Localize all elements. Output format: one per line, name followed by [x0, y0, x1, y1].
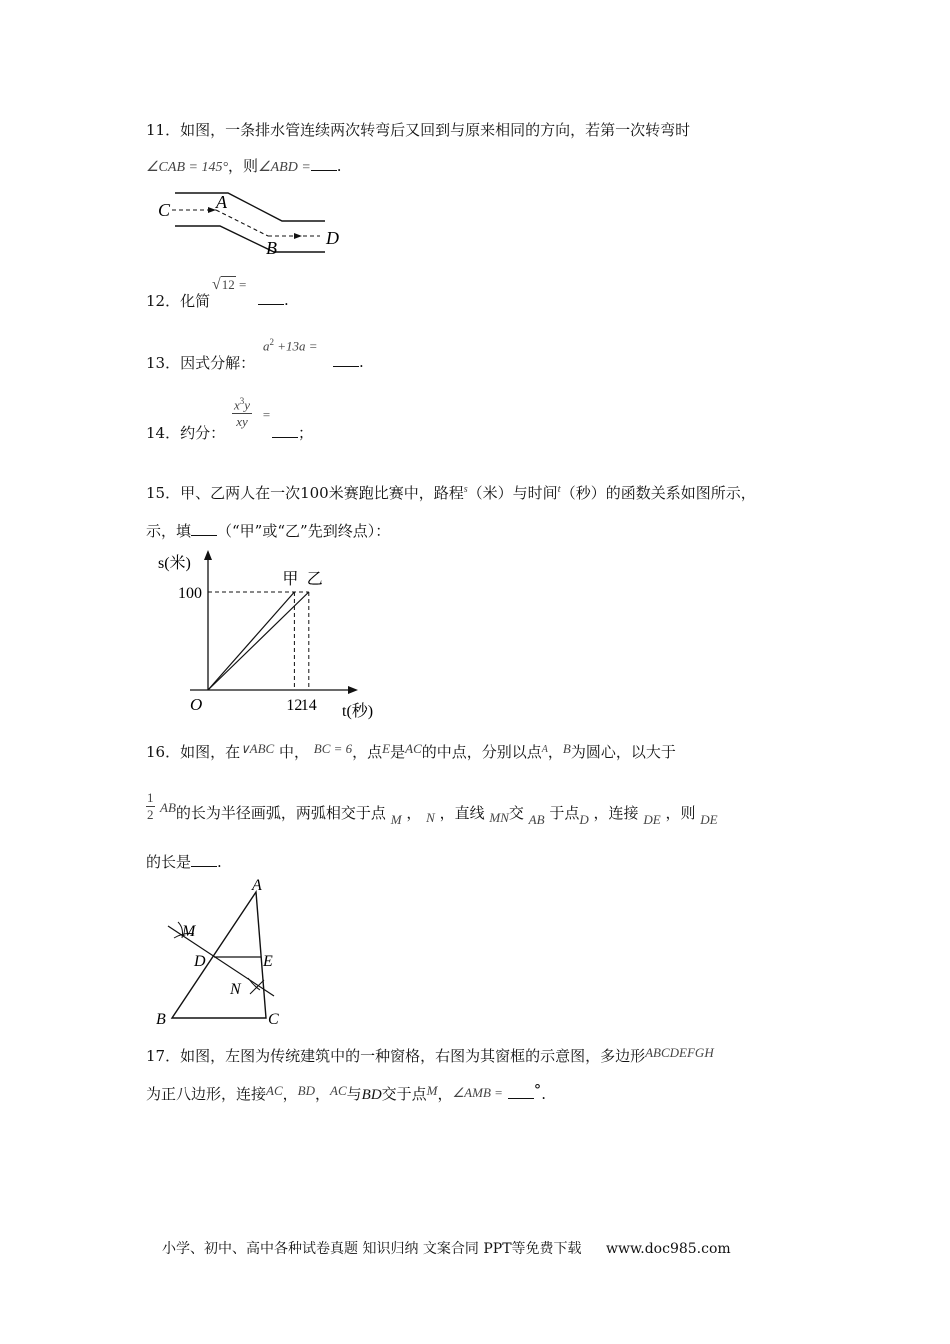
q12-text: 化简: [180, 292, 211, 310]
label-b: B: [156, 1011, 166, 1028]
q13-end: .: [359, 353, 364, 371]
q16-triangle-figure: [150, 878, 300, 1028]
q11-mid: ，则: [228, 157, 259, 175]
q16-answer-blank[interactable]: [191, 852, 217, 867]
label-n: N: [230, 981, 241, 998]
q16-line2: AB的长为半径画弧，两弧相交于点 M ， N ，直线 MN交 AB 于点D ，连接 DE ，则 DE: [160, 800, 718, 827]
q14-number: 14．: [146, 424, 181, 442]
q17-number: 17．: [146, 1047, 181, 1065]
q11-line2: [146, 155, 342, 176]
footer-url[interactable]: www.doc985.com: [605, 1241, 731, 1257]
flow-segment-ab: [216, 210, 268, 236]
arrow-icon: [294, 233, 302, 239]
pipe-lower-wall: [175, 226, 325, 252]
q14-eq: =: [262, 407, 271, 422]
q15-line2: 示，填 （“甲”或“乙”先到终点）：: [146, 522, 391, 540]
y-tick-100: 100: [178, 585, 202, 602]
label-d: D: [326, 228, 339, 248]
q13-rest: +13a =: [277, 338, 318, 354]
q16-line1: 16．如图，在∨ABC 中， BC = 6，点E是AC的中点，分别以点$^A$，B为圆心，以大于: [146, 741, 676, 761]
q15-answer-blank[interactable]: [191, 521, 217, 536]
q11-end: .: [336, 157, 342, 175]
x-axis-label: t(秒): [342, 703, 374, 720]
q16-line3: 的长是 .: [146, 853, 222, 871]
q12-radicand: 12: [221, 277, 235, 292]
q14-fraction: [232, 396, 252, 430]
q14-line: [146, 422, 225, 443]
footer-left: 小学、初中、高中各种试卷真题 知识归纳 文案合同 PPT等免费下载: [162, 1241, 582, 1257]
q14-denominator: xy: [236, 414, 248, 430]
label-a: A: [216, 192, 227, 212]
q11-answer-blank[interactable]: [311, 156, 337, 171]
q12-expression: [212, 276, 246, 294]
q14-answer-blank[interactable]: [272, 423, 298, 438]
q11-pipe-figure: [150, 188, 350, 258]
q12-number: 12．: [146, 292, 181, 310]
q14-text: 约分：: [180, 424, 226, 442]
q15-var-s: s: [463, 484, 468, 495]
x-tick-14: 14: [300, 697, 317, 714]
q15-line1: 15．甲、乙两人在一次100米赛跑比赛中，路程$^s$（米）与时间$^t$（秒）的函数关系如图所示，: [146, 483, 756, 502]
q14-answer: [272, 422, 313, 443]
q12-answer-blank[interactable]: [258, 290, 284, 305]
label-m: M: [182, 923, 196, 940]
label-d: D: [194, 953, 206, 970]
q13-line: [146, 352, 255, 373]
label-b: B: [266, 238, 277, 258]
series-line-jia: [208, 592, 294, 690]
q11-given: ∠CAB = 145°: [146, 160, 229, 175]
label-c: C: [158, 200, 171, 220]
q15-chart: [150, 548, 380, 720]
arrow-icon: [208, 207, 216, 213]
q16-number: 16．: [146, 743, 181, 761]
q13-expression: [263, 337, 318, 354]
series-line-yi: [208, 592, 309, 690]
q12-eq: =: [239, 277, 247, 292]
arc-n: [248, 978, 260, 990]
x-axis-arrow-icon: [348, 686, 358, 694]
q11-ask: ∠ABD =: [258, 160, 311, 175]
series-label-jia: 甲: [282, 571, 299, 588]
label-a: A: [252, 878, 262, 894]
pipe-upper-wall: [175, 193, 325, 221]
q13-exp: 2: [269, 337, 274, 347]
y-axis-arrow-icon: [204, 550, 212, 560]
label-e: E: [263, 953, 273, 970]
q17-line1: 17．如图，左图为传统建筑中的一种窗格，右图为其窗框的示意图，多边形ABCDEFGH: [146, 1045, 714, 1065]
label-c: C: [268, 1011, 279, 1028]
q11-text: 如图，一条排水管连续两次转弯后又回到与原来相同的方向，若第一次转弯时: [180, 121, 691, 139]
q12-end: .: [284, 291, 289, 309]
q13-base: a: [263, 338, 270, 354]
q16-half-fraction: 1 2: [147, 790, 154, 822]
q13-answer: [333, 352, 364, 371]
q11-number: 11．: [146, 121, 181, 139]
q14-numerator: $x^3y$: [234, 396, 251, 413]
series-label-yi: 乙: [306, 571, 323, 588]
q17-line2: 为正八边形，连接AC，BD，AC与BD交于点M，∠AMB = °.: [146, 1081, 546, 1103]
q11-line1: [146, 119, 690, 140]
q14-end: ；: [298, 424, 314, 442]
q13-answer-blank[interactable]: [333, 352, 359, 367]
q15-var-t: t: [557, 483, 561, 495]
q13-text: 因式分解：: [180, 354, 256, 372]
q13-number: 13．: [146, 354, 181, 372]
origin-label: O: [190, 695, 203, 714]
x-tick-12: 12: [286, 697, 303, 714]
q12-answer: [258, 290, 289, 309]
sqrt-icon: √: [212, 276, 221, 293]
q15-number: 15．: [146, 484, 181, 502]
triangle-abc: [172, 892, 266, 1018]
footer: [162, 1238, 731, 1258]
q17-answer-blank[interactable]: [508, 1084, 534, 1099]
q12-line: [146, 290, 210, 311]
y-axis-label: s(米): [158, 555, 191, 572]
